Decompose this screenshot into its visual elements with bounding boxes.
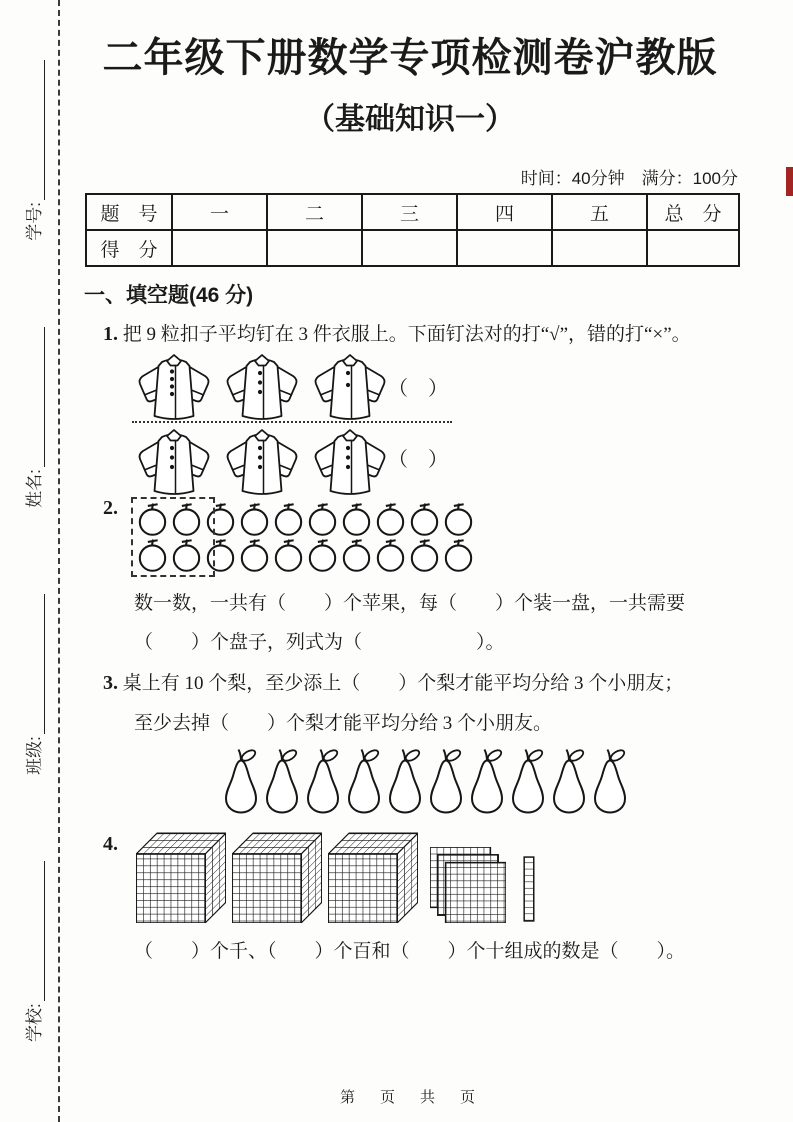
question-3-number: 3.: [103, 672, 118, 694]
coat-icon: [132, 427, 216, 497]
name-field: [20, 327, 45, 508]
question-1-number: 1.: [103, 323, 118, 345]
header-part-4: 四: [457, 194, 552, 230]
score-cell: [172, 230, 267, 266]
class-blank-line: [26, 594, 45, 734]
header-part-5: 五: [552, 194, 647, 230]
thousand-cubes-group: [136, 831, 418, 923]
coat-icon: [308, 427, 392, 497]
sidebar-student-info: [10, 0, 54, 1122]
pear-icon: [221, 748, 261, 814]
class-label: 班级:: [24, 736, 44, 775]
time-score-meta: 时间：40分钟 满分：100分: [520, 169, 738, 188]
apple-group-dashed-box: [131, 497, 215, 577]
student-number-field: [20, 60, 45, 241]
binding-dashed-line: [58, 0, 60, 1122]
name-blank-line: [26, 327, 45, 467]
student-number-label: 学号:: [24, 202, 44, 241]
student-number-blank-line: [26, 60, 45, 200]
pear-icon: [508, 748, 548, 814]
thousand-cube-icon: [232, 831, 322, 923]
dotted-divider: [132, 421, 452, 423]
apple-icon: [374, 537, 407, 572]
page-title: 二年级下册数学专项检测卷沪教版: [102, 36, 718, 80]
coat-icon: [308, 352, 392, 422]
base-ten-blocks: [136, 828, 537, 923]
apple-icon: [442, 537, 475, 572]
pear-icon: [385, 748, 425, 814]
question-1-text: 1. 把 9 粒扣子平均钉在 3 件衣服上。下面钉法对的打“√”，错的打“×”。: [103, 323, 691, 345]
pear-icon: [590, 748, 630, 814]
score-cell: [647, 230, 739, 266]
thousand-cube-icon: [328, 831, 418, 923]
apple-icon: [340, 537, 373, 572]
score-row-label: 得 分: [86, 230, 172, 266]
school-blank-line: [26, 861, 45, 1001]
question-3-line-2: 至少去掉（ ）个梨才能平均分给 3 个小朋友。: [134, 713, 553, 734]
apple-icon: [272, 501, 305, 536]
apple-icon: [408, 537, 441, 572]
question-4-number: 4.: [103, 833, 118, 855]
class-field: [20, 594, 45, 775]
pear-icon: [262, 748, 302, 814]
header-total: 总 分: [647, 194, 739, 230]
section-heading: 一、填空题(46 分): [84, 284, 254, 307]
pear-icon: [549, 748, 589, 814]
thousand-cube-icon: [136, 831, 226, 923]
pear-icon: [426, 748, 466, 814]
coat-row-1: [132, 352, 392, 422]
question-1-row-1-answer-blank: （ ）: [388, 378, 448, 400]
score-cell: [457, 230, 552, 266]
header-part-3: 三: [362, 194, 457, 230]
page-subtitle: （基础知识一）: [305, 103, 515, 136]
pear-icon: [303, 748, 343, 814]
pear-icon: [344, 748, 384, 814]
red-edge-mark: [786, 167, 793, 196]
pear-row: [221, 748, 630, 814]
question-3-line-1: 3. 桌上有 10 个梨，至少添上（ ）个梨才能平均分给 3 个小朋友；: [103, 672, 684, 694]
pear-icon: [467, 748, 507, 814]
school-label: 学校:: [24, 1003, 44, 1042]
header-question-number: 题 号: [86, 194, 172, 230]
header-part-1: 一: [172, 194, 267, 230]
apple-icon: [238, 501, 271, 536]
apple-icon: [442, 501, 475, 536]
apple-icon: [408, 501, 441, 536]
apple-icon: [340, 501, 373, 536]
apple-icon: [374, 501, 407, 536]
question-2-line-2: （ ）个盘子，列式为（ ）。: [134, 632, 505, 653]
page-footer: 第 页 共 页: [339, 1089, 480, 1106]
header-part-2: 二: [267, 194, 362, 230]
coat-row-2: [132, 427, 392, 497]
score-cell: [267, 230, 362, 266]
question-2-number: 2.: [103, 497, 118, 519]
question-1-row-2-answer-blank: （ ）: [388, 449, 448, 471]
name-label: 姓名:: [24, 469, 44, 508]
score-cell: [362, 230, 457, 266]
question-4-line: （ ）个千、（ ）个百和（ ）个十组成的数是（ ）。: [134, 941, 686, 962]
score-table-header-row: [86, 194, 739, 230]
apple-icon: [238, 537, 271, 572]
apple-icon: [306, 501, 339, 536]
score-table: [85, 193, 740, 267]
coat-icon: [220, 352, 304, 422]
score-table-score-row: [86, 230, 739, 266]
hundred-flats-icon: [430, 847, 506, 923]
question-2-line-1: 数一数，一共有（ ）个苹果，每（ ）个装一盘，一共需要: [134, 593, 686, 614]
coat-icon: [220, 427, 304, 497]
score-cell: [552, 230, 647, 266]
coat-icon: [132, 352, 216, 422]
apple-icon: [306, 537, 339, 572]
apple-icon: [272, 537, 305, 572]
ten-rod-icon: [522, 856, 537, 922]
school-field: [20, 861, 45, 1042]
